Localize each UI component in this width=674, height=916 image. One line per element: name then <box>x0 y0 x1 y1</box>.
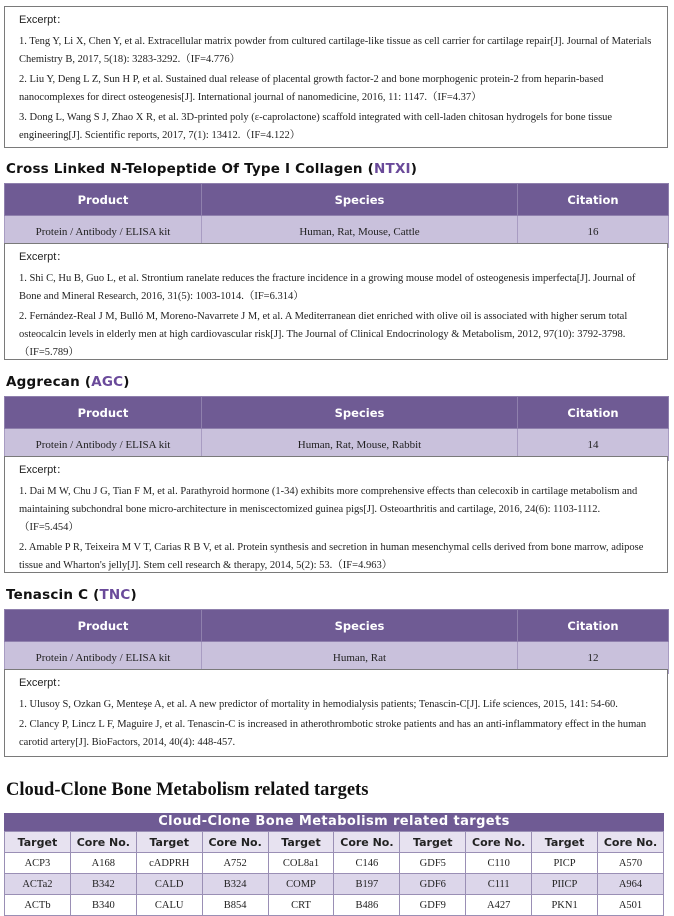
header-species: Species <box>202 397 518 429</box>
col-header: Target <box>268 832 334 853</box>
species-cell: Human, Rat <box>202 642 518 674</box>
target-cell: CALD <box>136 874 202 895</box>
product-table-agc <box>4 396 669 461</box>
citation-cell: 16 <box>518 216 669 248</box>
header-species: Species <box>202 184 518 216</box>
reference: 2. Liu Y, Deng L Z, Sun H P, et al. Sustained dual release of placental growth factor-2 and bone morphogenic protein-2 from heparin-based nanocomplexes for direct osteogenesis[J]. International journal of nanomedicine, 2016, 11: 1147.（IF=4.37） <box>19 74 604 103</box>
target-cell: GDF9 <box>400 895 466 916</box>
paren-close: ) <box>123 374 130 390</box>
reference: 2. Fernández-Real J M, Bulló M, Moreno-Navarrete J M, et al. A Mediterranean diet enriched with olive oil is associated with higher serum total osteocalcin levels in elderly men at high cardiovascular risk[J]. The Journal of Clinical Endocrinology & Metabolism, 2012, 97(10): 3792-3798.（IF=5.789） <box>19 311 628 358</box>
col-header: Target <box>5 832 71 853</box>
col-header: Core No. <box>202 832 268 853</box>
col-header: Target <box>532 832 598 853</box>
target-cell: ACP3 <box>5 853 71 874</box>
species-cell: Human, Rat, Mouse, Rabbit <box>202 429 518 461</box>
target-cell: GDF5 <box>400 853 466 874</box>
reference: 1. Ulusoy S, Ozkan G, Menteşe A, et al. A new predictor of mortality in hemodialysis patients; Tenascin-C[J]. Life sciences, 2015, 141: 54-60. <box>19 699 618 710</box>
product-cell: Protein / Antibody / ELISA kit <box>5 642 202 674</box>
core-no-cell: B340 <box>70 895 136 916</box>
target-cell: GDF6 <box>400 874 466 895</box>
core-no-cell: A168 <box>70 853 136 874</box>
product-cell: Protein / Antibody / ELISA kit <box>5 216 202 248</box>
reference: 2. Clancy P, Lincz L F, Maguire J, et al. Tenascin-C is increased in atherothrombotic stroke patients and has an anti-inflammatory effect in the human carotid artery[J]. BioFactors, 2014, 40(4): 448-457. <box>19 719 647 748</box>
section-abbr: AGC <box>91 374 124 390</box>
paren-open: ( <box>88 587 100 603</box>
product-table-tnc <box>4 609 669 674</box>
paren-close: ) <box>410 161 418 177</box>
excerpt-box-agc <box>4 456 668 573</box>
core-no-cell: A570 <box>598 853 664 874</box>
table-row <box>5 853 664 874</box>
excerpt-box-tnc <box>4 669 668 757</box>
target-cell: PIICP <box>532 874 598 895</box>
core-no-cell: A752 <box>202 853 268 874</box>
section-name: Cross Linked N-Telopeptide Of Type I Collagen <box>6 161 363 177</box>
cloud-clone-table <box>4 831 664 916</box>
cloud-clone-table-wrap <box>4 813 664 916</box>
target-cell: PICP <box>532 853 598 874</box>
excerpt-label: Excerpt： <box>19 677 68 689</box>
core-no-cell: B486 <box>334 895 400 916</box>
reference: 1. Teng Y, Li X, Chen Y, et al. Extracellular matrix powder from cultured cartilage-like tissue as cell carrier for cartilage repair[J]. Journal of Materials Chemistry B, 2017, 5(18): 3283-3292.（IF=4.776） <box>19 36 652 65</box>
header-product: Product <box>5 397 202 429</box>
col-header: Core No. <box>70 832 136 853</box>
col-header: Core No. <box>334 832 400 853</box>
core-no-cell: B854 <box>202 895 268 916</box>
paren-close: ) <box>130 587 137 603</box>
section-abbr: TNC <box>99 587 131 603</box>
product-cell: Protein / Antibody / ELISA kit <box>5 429 202 461</box>
product-table-ntxi <box>4 183 669 248</box>
citation-cell: 12 <box>518 642 669 674</box>
section-name: Tenascin C <box>6 587 89 603</box>
core-no-cell: B324 <box>202 874 268 895</box>
core-no-cell: C111 <box>466 874 532 895</box>
cloud-clone-heading: Cloud-Clone Bone Metabolism related targets <box>6 780 369 800</box>
reference: 3. Dong L, Wang S J, Zhao X R, et al. 3D-printed poly (ε-caprolactone) scaffold integrated with cell-laden chitosan hydrogels for bone tissue engineering[J]. Scientific reports, 2017, 7(1): 13412.（IF=4.122） <box>19 112 613 141</box>
col-header: Target <box>136 832 202 853</box>
reference: 1. Dai M W, Chu J G, Tian F M, et al. Parathyroid hormone (1-34) exhibits more comprehensive effects than celecoxib in cartilage metabolism and maintaining subchondral bone micro-architecture in meniscectomized guinea pigs[J]. Osteoarthritis and cartilage, 2016, 24(6): 1103-1112.（IF=5.454） <box>19 486 638 533</box>
section-title-tnc <box>6 587 137 603</box>
reference: 2. Amable P R, Teixeira M V T, Carias R B V, et al. Protein synthesis and secretion in human mesenchymal cells derived from bone marrow, adipose tissue and Wharton's jelly[J]. Stem cell research & therapy, 2014, 5(2): 53.（IF=4.963） <box>19 542 644 571</box>
species-cell: Human, Rat, Mouse, Cattle <box>202 216 518 248</box>
header-species: Species <box>202 610 518 642</box>
target-cell: CALU <box>136 895 202 916</box>
col-header: Core No. <box>466 832 532 853</box>
target-cell: COMP <box>268 874 334 895</box>
header-citation: Citation <box>518 184 669 216</box>
target-cell: PKN1 <box>532 895 598 916</box>
reference: 1. Shi C, Hu B, Guo L, et al. Strontium ranelate reduces the fracture incidence in a growing mouse model of osteogenesis imperfecta[J]. Journal of Bone and Mineral Research, 2016, 31(5): 1003-1014.（IF=6.314） <box>19 273 636 302</box>
col-header: Core No. <box>598 832 664 853</box>
section-name: Aggrecan <box>6 374 80 390</box>
core-no-cell: A427 <box>466 895 532 916</box>
header-product: Product <box>5 610 202 642</box>
target-cell: COL8a1 <box>268 853 334 874</box>
target-cell: ACTa2 <box>5 874 71 895</box>
table-row <box>5 895 664 916</box>
excerpt-label: Excerpt： <box>19 251 68 263</box>
target-cell: ACTb <box>5 895 71 916</box>
core-no-cell: C110 <box>466 853 532 874</box>
section-title-agc <box>6 374 130 390</box>
section-title-ntxi <box>6 161 417 177</box>
header-product: Product <box>5 184 202 216</box>
core-no-cell: A501 <box>598 895 664 916</box>
header-citation: Citation <box>518 397 669 429</box>
col-header: Target <box>400 832 466 853</box>
excerpt-box-top <box>4 6 668 148</box>
core-no-cell: B342 <box>70 874 136 895</box>
excerpt-box-ntxi <box>4 243 668 360</box>
cloud-clone-table-title: Cloud-Clone Bone Metabolism related targets <box>4 813 664 831</box>
core-no-cell: C146 <box>334 853 400 874</box>
paren-open: ( <box>362 161 375 177</box>
citation-cell: 14 <box>518 429 669 461</box>
target-cell: CRT <box>268 895 334 916</box>
table-row <box>5 874 664 895</box>
section-abbr: NTXI <box>374 161 411 177</box>
core-no-cell: B197 <box>334 874 400 895</box>
header-citation: Citation <box>518 610 669 642</box>
target-cell: cADPRH <box>136 853 202 874</box>
paren-open: ( <box>79 374 92 390</box>
excerpt-label: Excerpt： <box>19 464 68 476</box>
excerpt-label: Excerpt： <box>19 14 68 26</box>
core-no-cell: A964 <box>598 874 664 895</box>
